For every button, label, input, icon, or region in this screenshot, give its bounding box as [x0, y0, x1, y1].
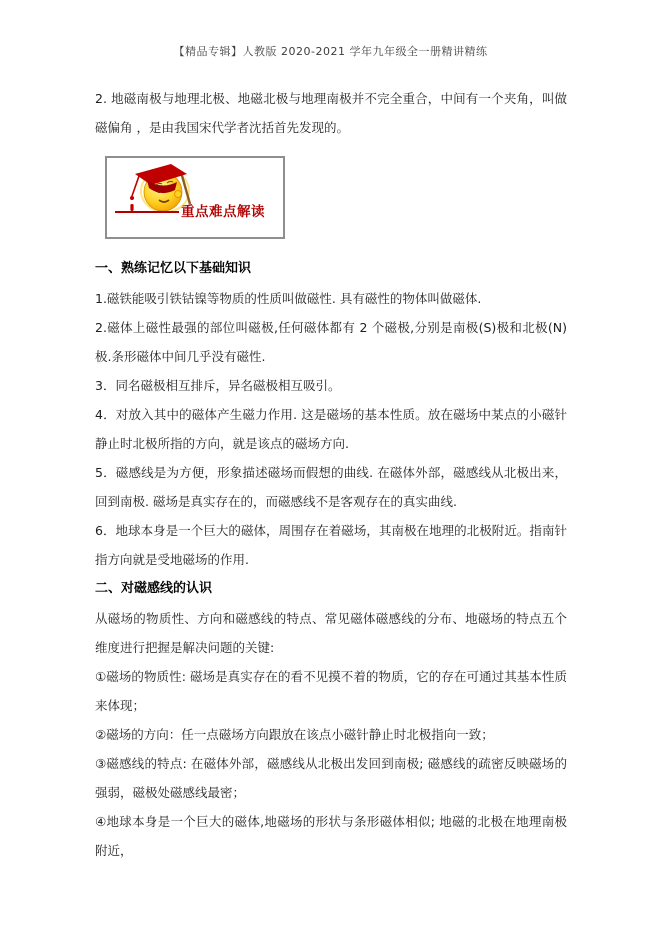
section1-item-2: 2.磁体上磁性最强的部位叫磁极,任何磁体都有 2 个磁极,分别是南极(S)极和北极(N)极.条形磁体中间几乎没有磁性.: [95, 320, 567, 364]
section1-item-4: 4．对放入其中的磁体产生磁力作用. 这是磁场的基本性质。放在磁场中某点的小磁针静止时北极所指的方向，就是该点的磁场方向.: [95, 407, 567, 451]
document-body: [95, 84, 567, 865]
banner-label: 重点难点解读: [181, 204, 265, 220]
section2-heading: 二、对磁感线的认识: [95, 581, 213, 596]
section2-item-4: ④地球本身是一个巨大的磁体,地磁场的形状与条形磁体相似; 地磁的北极在地理南极附近，: [95, 814, 567, 858]
section1-heading: 一、熟练记忆以下基础知识: [95, 261, 252, 276]
section2-item-1: ①磁场的物质性: 磁场是真实存在的看不见摸不着的物质，它的存在可通过其基本性质来体现；: [95, 669, 567, 713]
highlight-banner-box: [105, 156, 285, 239]
banner-caption-row: [115, 204, 277, 220]
section2-item-2: ②磁场的方向：任一点磁场方向跟放在该点小磁针静止时北极指向一致；: [95, 727, 494, 742]
document-header-title: 【精品专辑】人教版 2020-2021 学年九年级全一册精讲精练: [173, 45, 488, 58]
intro-paragraph: 2. 地磁南极与地理北极、地磁北极与地理南极并不完全重合，中间有一个夹角，叫做磁偏角 ，是由我国宋代学者沈括首先发现的。: [95, 91, 567, 135]
section1-item-5: 5．磁感线是为方便，形象描述磁场而假想的曲线. 在磁体外部，磁感线从北极出来，回到南极. 磁场是真实存在的，而磁感线不是客观存在的真实曲线.: [95, 465, 567, 509]
section1-item-6: 6．地球本身是一个巨大的磁体，周围存在着磁场，其南极在地理的北极附近。指南针指方向就是受地磁场的作用.: [95, 523, 567, 567]
section2-item-3: ③磁感线的特点: 在磁体外部，磁感线从北极出发回到南极; 磁感线的疏密反映磁场的强弱，磁极处磁感线最密；: [95, 756, 567, 800]
section1-item-1: 1.磁铁能吸引铁钴镍等物质的性质叫做磁性. 具有磁性的物体叫做磁体.: [95, 291, 482, 306]
section2-intro: 从磁场的物质性、方向和磁感线的特点、常见磁体磁感线的分布、地磁场的特点五个维度进行把握是解决问题的关键:: [95, 611, 567, 655]
banner-divider-line: [115, 211, 179, 213]
section1-item-3: 3．同名磁极相互排斥，异名磁极相互吸引。: [95, 378, 341, 393]
